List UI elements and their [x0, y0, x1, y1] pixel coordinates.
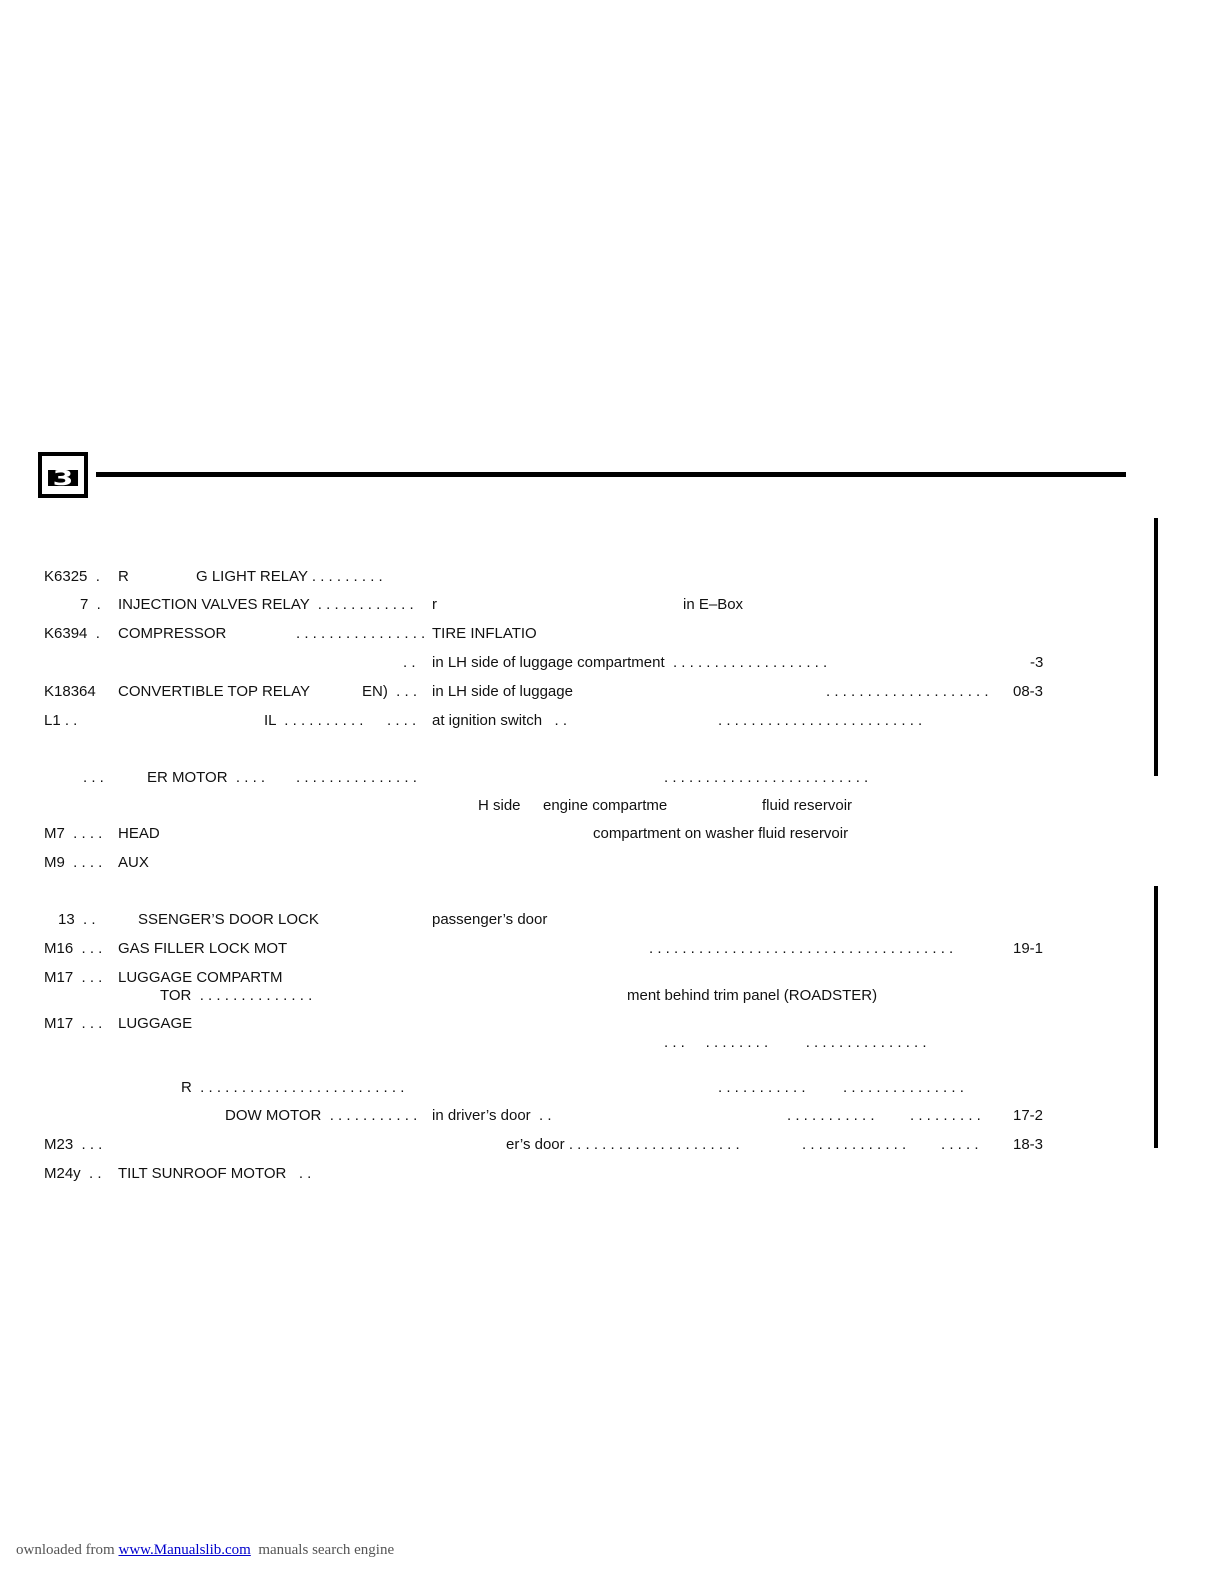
row-k18364-text-5: . . . . . . . . . . . . . . . . . . . .	[826, 683, 989, 700]
row-k18364-text-1: K18364	[44, 683, 96, 700]
row-13-text-2: SSENGER’S DOOR LOCK	[138, 911, 319, 928]
row-m16-text-1: M16 . . .	[44, 940, 103, 957]
row-k18364-text-6: 08-3	[1013, 683, 1044, 700]
row-k6394-cont-text-3: -3	[1030, 654, 1044, 671]
row-r-text-2: . . . . . . . . . . . . . . . . . . . . . . . . . .	[718, 1079, 964, 1096]
row-m24y-text-1: M24y . .	[44, 1165, 102, 1182]
row-dow-motor-text-3: . . . . . . . . . . .	[787, 1107, 875, 1124]
row-dow-motor-text-5: 17-2	[1013, 1107, 1044, 1124]
row-h-side-text-1: H side	[478, 797, 521, 814]
row-injection-text-2: INJECTION VALVES RELAY . . . . . . . . . . . .	[118, 596, 414, 613]
row-k6394-text-3: . . . . . . . . . . . . . . . .	[296, 625, 426, 642]
row-k6394-text-4: TIRE INFLATIO	[432, 625, 537, 642]
row-k6394-text-2: COMPRESSOR	[118, 625, 227, 642]
row-injection-text-3: r	[432, 596, 437, 613]
row-m23-text-2: er’s door . . . . . . . . . . . . . . . . . . . . .	[506, 1136, 740, 1153]
row-m17a-cont-text-2: ment behind trim panel (ROADSTER)	[627, 987, 878, 1004]
row-m17b-cont-text-1: . . . . . . . . . . . . . . . . . . . . . . . . . .	[664, 1034, 927, 1051]
row-m7-text-3: compartment on washer fluid reservoir	[593, 825, 849, 842]
manualslib-link[interactable]: www.Manualslib.com	[118, 1542, 251, 1558]
header-rule	[96, 472, 1126, 477]
row-m17a-text-1: M17 . . .	[44, 969, 103, 986]
change-bar-lower	[1154, 886, 1158, 1148]
change-bar-upper	[1154, 518, 1158, 776]
row-h-side-text-2: engine compartme	[543, 797, 668, 814]
row-er-motor-text-1: . . .	[83, 769, 104, 786]
row-l1-text-4: at ignition switch . .	[432, 712, 568, 729]
row-er-motor-text-3: . . . . . . . . . . . . . . .	[296, 769, 417, 786]
row-13-text-1: 13 . .	[58, 911, 96, 928]
row-m23-text-4: . . . . .	[941, 1136, 979, 1153]
row-m9-text-1: M9 . . . .	[44, 854, 103, 871]
row-k6394-cont-text-2: in LH side of luggage compartment . . . . . . . . . . . . . . . . . . .	[432, 654, 828, 671]
row-h-side-text-3: fluid reservoir	[762, 797, 853, 814]
row-m17a-text-2: LUGGAGE COMPARTM	[118, 969, 283, 986]
row-l1-text-3: . . . .	[387, 712, 417, 729]
row-dow-motor-text-4: . . . . . . . . .	[910, 1107, 981, 1124]
row-er-motor-text-2: ER MOTOR . . . .	[147, 769, 266, 786]
row-dow-motor-text-2: in driver’s door . .	[432, 1107, 552, 1124]
row-k18364-text-4: in LH side of luggage	[432, 683, 573, 700]
footer-suffix: manuals search engine	[250, 1542, 395, 1558]
row-k6325-text-2: R	[118, 568, 129, 585]
row-k6394-text-1: K6394 .	[44, 625, 100, 642]
row-r-text-1: R . . . . . . . . . . . . . . . . . . . . . . . . .	[181, 1079, 405, 1096]
row-m24y-text-2: TILT SUNROOF MOTOR . .	[118, 1165, 312, 1182]
row-m16-text-4: 19-1	[1013, 940, 1044, 957]
row-m7-text-2: HEAD	[118, 825, 160, 842]
section-number-box	[38, 452, 88, 498]
row-k6394-cont-text-1: . .	[403, 654, 416, 671]
row-k18364-text-2: CONVERTIBLE TOP RELAY	[118, 683, 311, 700]
row-k6325-text-1: K6325 .	[44, 568, 100, 585]
row-m9-text-2: AUX	[118, 854, 149, 871]
row-dow-motor-text-1: DOW MOTOR . . . . . . . . . . .	[225, 1107, 418, 1124]
row-m16-text-2: GAS FILLER LOCK MOT	[118, 940, 288, 957]
section-number: 3	[48, 470, 78, 486]
row-l1-text-5: . . . . . . . . . . . . . . . . . . . . . . . . .	[718, 712, 923, 729]
row-m17b-text-2: LUGGAGE	[118, 1015, 193, 1032]
row-l1-text-2: IL . . . . . . . . . .	[264, 712, 364, 729]
row-m17b-text-1: M17 . . .	[44, 1015, 103, 1032]
row-k18364-text-3: EN) . . .	[362, 683, 418, 700]
row-m23-text-3: . . . . . . . . . . . . .	[802, 1136, 907, 1153]
row-injection-text-4: in E–Box	[683, 596, 744, 613]
row-l1-text-1: L1 . .	[44, 712, 78, 729]
row-m23-text-1: M23 . . .	[44, 1136, 103, 1153]
row-er-motor-text-4: . . . . . . . . . . . . . . . . . . . . . . . . .	[664, 769, 869, 786]
footer-prefix: ownloaded from	[16, 1542, 119, 1558]
row-m7-text-1: M7 . . . .	[44, 825, 103, 842]
download-footer	[16, 1542, 394, 1559]
row-m16-text-3: . . . . . . . . . . . . . . . . . . . . . . . . . . . . . . . . . . . . .	[649, 940, 954, 957]
row-k6325-text-3: G LIGHT RELAY . . . . . . . . .	[196, 568, 383, 585]
row-13-text-3: passenger’s door	[432, 911, 548, 928]
row-m23-text-5: 18-3	[1013, 1136, 1044, 1153]
row-injection-text-1: 7 .	[80, 596, 101, 613]
row-m17a-cont-text-1: TOR . . . . . . . . . . . . . .	[160, 987, 313, 1004]
